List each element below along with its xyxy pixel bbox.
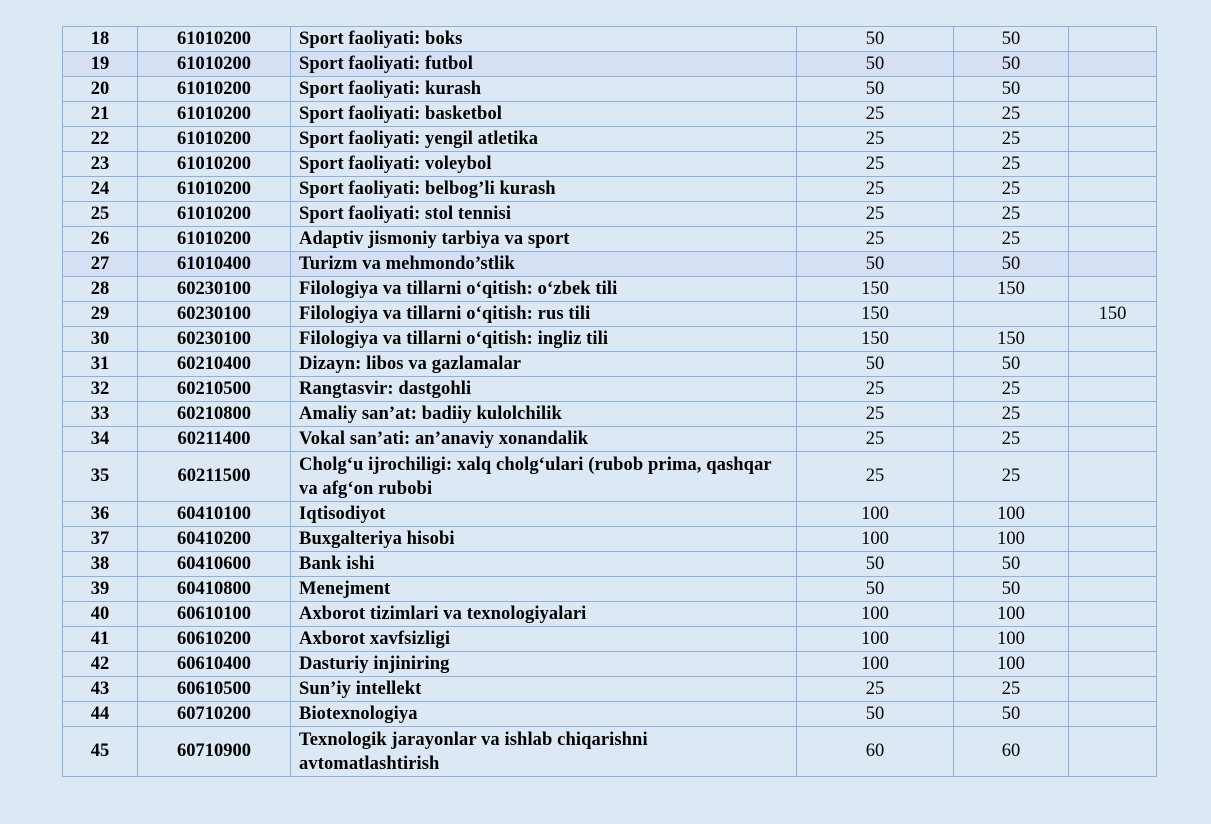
specialty-code: 61010200 — [138, 127, 291, 152]
specialty-code: 61010400 — [138, 252, 291, 277]
quota-column-1: 100 — [797, 527, 954, 552]
specialty-code: 61010200 — [138, 202, 291, 227]
table-row — [63, 377, 1157, 402]
quota-column-2: 25 — [954, 452, 1069, 502]
quota-column-2: 25 — [954, 677, 1069, 702]
row-number: 43 — [63, 677, 138, 702]
row-number: 29 — [63, 302, 138, 327]
quota-column-1: 50 — [797, 577, 954, 602]
specialty-name: Filologiya va tillarni o‘qitish: rus tili — [291, 302, 797, 327]
table-row — [63, 627, 1157, 652]
quota-column-3 — [1069, 427, 1157, 452]
table-row — [63, 527, 1157, 552]
quota-column-2: 25 — [954, 377, 1069, 402]
row-number: 20 — [63, 77, 138, 102]
table-row — [63, 77, 1157, 102]
specialty-code: 60710900 — [138, 727, 291, 777]
specialty-name: Sport faoliyati: basketbol — [291, 102, 797, 127]
specialty-code: 61010200 — [138, 77, 291, 102]
quota-column-2: 50 — [954, 352, 1069, 377]
quota-column-3 — [1069, 252, 1157, 277]
table-row — [63, 202, 1157, 227]
specialty-name: Iqtisodiyot — [291, 502, 797, 527]
row-number: 38 — [63, 552, 138, 577]
quota-column-2: 100 — [954, 502, 1069, 527]
specialty-name: Bank ishi — [291, 552, 797, 577]
quota-column-3 — [1069, 152, 1157, 177]
specialty-code: 60410600 — [138, 552, 291, 577]
row-number: 44 — [63, 702, 138, 727]
specialty-code: 60610400 — [138, 652, 291, 677]
quota-column-1: 25 — [797, 227, 954, 252]
quota-column-2: 50 — [954, 77, 1069, 102]
table-row — [63, 52, 1157, 77]
row-number: 31 — [63, 352, 138, 377]
quota-column-2: 50 — [954, 702, 1069, 727]
quota-column-3 — [1069, 677, 1157, 702]
quota-column-3 — [1069, 52, 1157, 77]
table-row — [63, 327, 1157, 352]
specialty-code: 60610100 — [138, 602, 291, 627]
row-number: 25 — [63, 202, 138, 227]
specialty-code: 60410200 — [138, 527, 291, 552]
quota-column-2: 25 — [954, 227, 1069, 252]
quota-column-1: 150 — [797, 277, 954, 302]
quota-column-2: 50 — [954, 252, 1069, 277]
specialty-code: 60410100 — [138, 502, 291, 527]
quota-column-3 — [1069, 202, 1157, 227]
row-number: 35 — [63, 452, 138, 502]
specialty-code: 60211400 — [138, 427, 291, 452]
quota-column-3 — [1069, 502, 1157, 527]
quota-column-3 — [1069, 527, 1157, 552]
quota-column-1: 100 — [797, 652, 954, 677]
table-row — [63, 452, 1157, 502]
specialty-name: Sport faoliyati: boks — [291, 27, 797, 52]
quota-column-1: 100 — [797, 627, 954, 652]
quota-column-3 — [1069, 327, 1157, 352]
specialty-name: Filologiya va tillarni o‘qitish: o‘zbek tili — [291, 277, 797, 302]
table-row — [63, 702, 1157, 727]
admission-quota-table — [62, 26, 1156, 777]
quota-column-3 — [1069, 352, 1157, 377]
quota-column-1: 100 — [797, 602, 954, 627]
specialty-code: 60210500 — [138, 377, 291, 402]
quota-column-1: 50 — [797, 352, 954, 377]
table-row — [63, 127, 1157, 152]
row-number: 23 — [63, 152, 138, 177]
quota-column-1: 25 — [797, 427, 954, 452]
specialty-name: Sport faoliyati: stol tennisi — [291, 202, 797, 227]
quota-column-3: 150 — [1069, 302, 1157, 327]
quota-column-3 — [1069, 702, 1157, 727]
row-number: 18 — [63, 27, 138, 52]
quota-column-2: 60 — [954, 727, 1069, 777]
specialty-code: 61010200 — [138, 177, 291, 202]
table-row — [63, 227, 1157, 252]
table-row — [63, 302, 1157, 327]
specialty-code: 61010200 — [138, 102, 291, 127]
quota-column-3 — [1069, 177, 1157, 202]
quota-column-3 — [1069, 102, 1157, 127]
specialty-code: 60230100 — [138, 327, 291, 352]
specialty-name: Rangtasvir: dastgohli — [291, 377, 797, 402]
specialty-name: Dasturiy injiniring — [291, 652, 797, 677]
table-row — [63, 552, 1157, 577]
specialty-name: Sport faoliyati: belbog’li kurash — [291, 177, 797, 202]
quota-column-1: 25 — [797, 377, 954, 402]
quota-column-3 — [1069, 577, 1157, 602]
row-number: 39 — [63, 577, 138, 602]
quota-column-3 — [1069, 377, 1157, 402]
specialty-code: 61010200 — [138, 152, 291, 177]
table-row — [63, 677, 1157, 702]
row-number: 36 — [63, 502, 138, 527]
quota-column-1: 50 — [797, 52, 954, 77]
quota-column-2: 50 — [954, 27, 1069, 52]
specialty-name: Axborot xavfsizligi — [291, 627, 797, 652]
specialty-name: Vokal san’ati: an’anaviy xonandalik — [291, 427, 797, 452]
specialty-name: Sun’iy intellekt — [291, 677, 797, 702]
table-body — [63, 27, 1157, 777]
table-row — [63, 152, 1157, 177]
quota-column-1: 150 — [797, 302, 954, 327]
quota-column-2: 25 — [954, 427, 1069, 452]
row-number: 30 — [63, 327, 138, 352]
row-number: 42 — [63, 652, 138, 677]
row-number: 19 — [63, 52, 138, 77]
specialty-name: Filologiya va tillarni o‘qitish: ingliz tili — [291, 327, 797, 352]
quota-column-1: 100 — [797, 502, 954, 527]
table-row — [63, 27, 1157, 52]
quota-column-3 — [1069, 727, 1157, 777]
quota-column-1: 25 — [797, 152, 954, 177]
quota-column-1: 25 — [797, 402, 954, 427]
specialty-code: 61010200 — [138, 52, 291, 77]
specialty-name: Sport faoliyati: voleybol — [291, 152, 797, 177]
specialty-name: Sport faoliyati: futbol — [291, 52, 797, 77]
quota-column-3 — [1069, 277, 1157, 302]
row-number: 21 — [63, 102, 138, 127]
specialty-name: Biotexnologiya — [291, 702, 797, 727]
specialty-name: Cholg‘u ijrochiligi: xalq cholg‘ulari (rubob prima, qashqar va afg‘on rubobi — [291, 452, 797, 502]
quota-column-1: 60 — [797, 727, 954, 777]
specialty-code: 60710200 — [138, 702, 291, 727]
quota-column-3 — [1069, 652, 1157, 677]
quota-column-3 — [1069, 402, 1157, 427]
quota-column-1: 25 — [797, 127, 954, 152]
quota-column-2: 150 — [954, 277, 1069, 302]
quota-column-2: 50 — [954, 552, 1069, 577]
table-row — [63, 727, 1157, 777]
row-number: 22 — [63, 127, 138, 152]
quota-column-2: 50 — [954, 52, 1069, 77]
specialty-code: 60610500 — [138, 677, 291, 702]
quota-column-1: 50 — [797, 702, 954, 727]
quota-column-2: 25 — [954, 402, 1069, 427]
specialty-code: 60210400 — [138, 352, 291, 377]
table-row — [63, 102, 1157, 127]
specialty-code: 60210800 — [138, 402, 291, 427]
table-row — [63, 502, 1157, 527]
specialty-name: Turizm va mehmondo’stlik — [291, 252, 797, 277]
row-number: 45 — [63, 727, 138, 777]
specialty-code: 60410800 — [138, 577, 291, 602]
quota-column-2: 25 — [954, 177, 1069, 202]
row-number: 26 — [63, 227, 138, 252]
table-row — [63, 352, 1157, 377]
quota-table — [62, 26, 1157, 777]
specialty-name: Texnologik jarayonlar va ishlab chiqarishni avtomatlashtirish — [291, 727, 797, 777]
specialty-code: 61010200 — [138, 227, 291, 252]
quota-column-3 — [1069, 127, 1157, 152]
row-number: 27 — [63, 252, 138, 277]
specialty-name: Amaliy san’at: badiiy kulolchilik — [291, 402, 797, 427]
quota-column-1: 50 — [797, 27, 954, 52]
row-number: 34 — [63, 427, 138, 452]
quota-column-1: 25 — [797, 177, 954, 202]
quota-column-1: 50 — [797, 77, 954, 102]
table-row — [63, 402, 1157, 427]
quota-column-1: 50 — [797, 552, 954, 577]
quota-column-1: 25 — [797, 677, 954, 702]
specialty-code: 60230100 — [138, 277, 291, 302]
table-row — [63, 427, 1157, 452]
table-row — [63, 252, 1157, 277]
quota-column-2: 150 — [954, 327, 1069, 352]
specialty-code: 60230100 — [138, 302, 291, 327]
row-number: 41 — [63, 627, 138, 652]
table-row — [63, 577, 1157, 602]
table-row — [63, 177, 1157, 202]
quota-column-1: 150 — [797, 327, 954, 352]
quota-column-2: 25 — [954, 152, 1069, 177]
specialty-code: 61010200 — [138, 27, 291, 52]
row-number: 24 — [63, 177, 138, 202]
specialty-name: Dizayn: libos va gazlamalar — [291, 352, 797, 377]
quota-column-3 — [1069, 227, 1157, 252]
quota-column-2 — [954, 302, 1069, 327]
quota-column-1: 25 — [797, 202, 954, 227]
quota-column-1: 25 — [797, 102, 954, 127]
specialty-name: Adaptiv jismoniy tarbiya va sport — [291, 227, 797, 252]
row-number: 40 — [63, 602, 138, 627]
quota-column-2: 100 — [954, 627, 1069, 652]
row-number: 32 — [63, 377, 138, 402]
table-row — [63, 277, 1157, 302]
specialty-name: Menejment — [291, 577, 797, 602]
specialty-name: Sport faoliyati: yengil atletika — [291, 127, 797, 152]
quota-column-1: 50 — [797, 252, 954, 277]
quota-column-3 — [1069, 627, 1157, 652]
quota-column-3 — [1069, 602, 1157, 627]
specialty-name: Sport faoliyati: kurash — [291, 77, 797, 102]
quota-column-2: 100 — [954, 602, 1069, 627]
specialty-name: Buxgalteriya hisobi — [291, 527, 797, 552]
quota-column-3 — [1069, 27, 1157, 52]
specialty-code: 60610200 — [138, 627, 291, 652]
quota-column-2: 25 — [954, 127, 1069, 152]
table-row — [63, 602, 1157, 627]
specialty-code: 60211500 — [138, 452, 291, 502]
table-row — [63, 652, 1157, 677]
row-number: 33 — [63, 402, 138, 427]
quota-column-3 — [1069, 452, 1157, 502]
specialty-name: Axborot tizimlari va texnologiyalari — [291, 602, 797, 627]
quota-column-2: 100 — [954, 527, 1069, 552]
row-number: 28 — [63, 277, 138, 302]
quota-column-2: 100 — [954, 652, 1069, 677]
quota-column-3 — [1069, 552, 1157, 577]
quota-column-2: 50 — [954, 577, 1069, 602]
quota-column-2: 25 — [954, 202, 1069, 227]
quota-column-1: 25 — [797, 452, 954, 502]
quota-column-3 — [1069, 77, 1157, 102]
row-number: 37 — [63, 527, 138, 552]
quota-column-2: 25 — [954, 102, 1069, 127]
